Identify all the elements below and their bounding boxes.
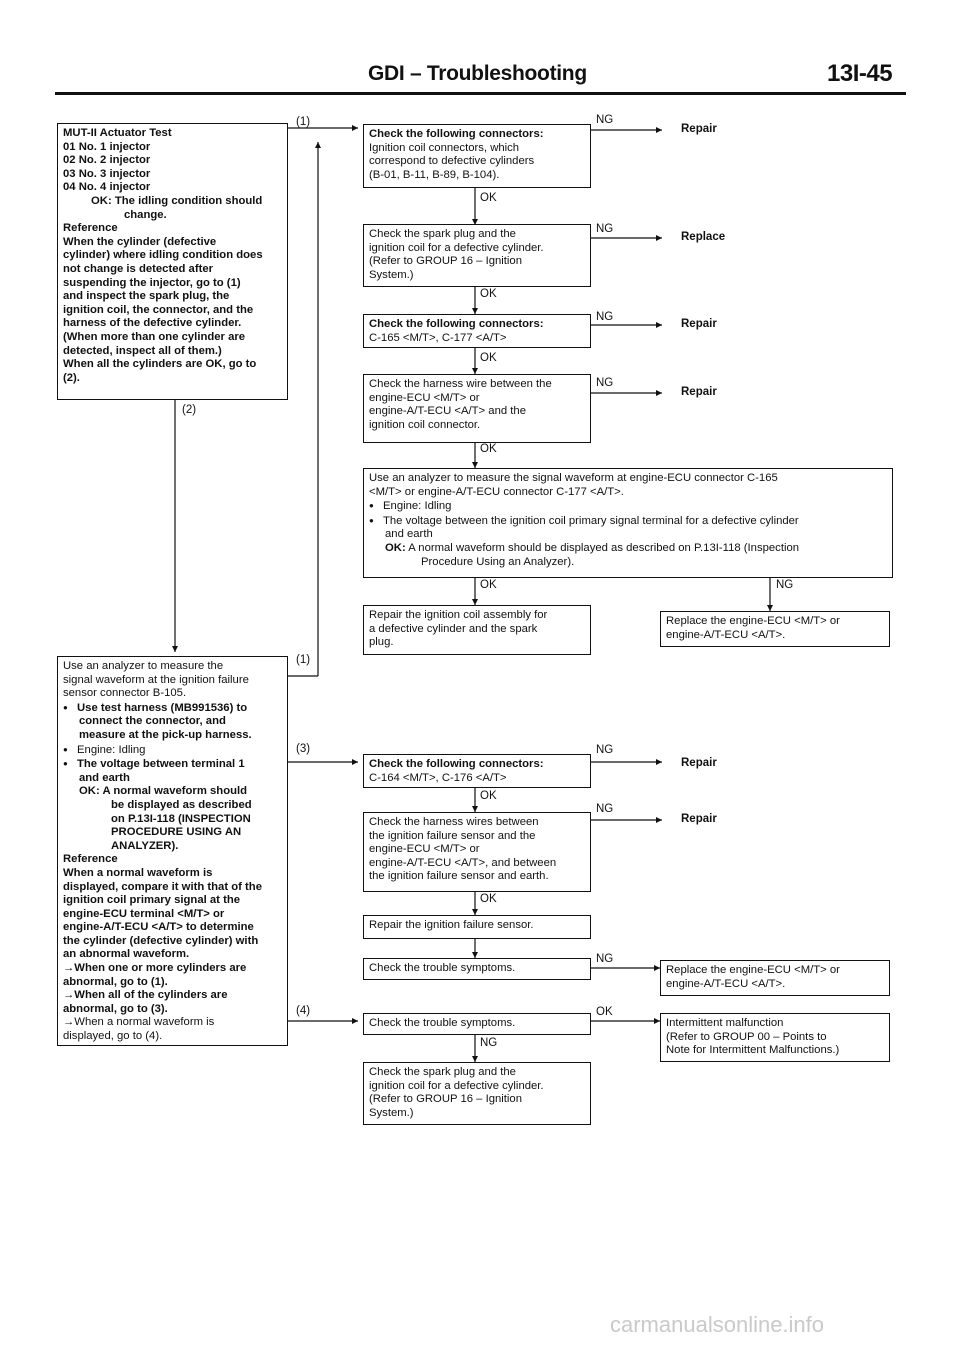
result-repair: Repair [681, 813, 717, 825]
box-line: Replace the engine-ECU <M/T> or [666, 615, 840, 627]
ok-label: OK [480, 192, 497, 204]
reference-line: cylinder) where idling condition does [63, 249, 263, 262]
actuator-item: 03 No. 3 injector [63, 167, 151, 180]
reference-line: the cylinder (defective cylinder) with [63, 934, 259, 947]
reference-line: displayed, compare it with that of the [63, 880, 262, 893]
ok-label: OK: [91, 194, 112, 207]
reference-line: (2). [63, 371, 80, 384]
check-ecu-connectors-box [363, 314, 591, 348]
ok-label: OK: [385, 541, 406, 554]
ng-label: NG [596, 377, 614, 389]
ng-label: NG [596, 223, 614, 235]
result-repair: Repair [681, 318, 717, 330]
check-trouble-symptoms-box-2 [363, 1013, 591, 1035]
box-line: Note for Intermittent Malfunctions.) [666, 1044, 840, 1057]
box-line: System.) [369, 268, 414, 281]
box-line: Check the harness wires between [369, 816, 539, 828]
ng-label: NG [596, 953, 614, 965]
check-harness-wire-box [363, 374, 591, 443]
reference-line: abnormal, go to (3). [63, 1002, 168, 1015]
box-line: ignition coil for a defective cylinder. [369, 241, 544, 254]
ok-text: PROCEDURE USING AN [111, 826, 242, 839]
reference-title: Reference [63, 853, 118, 866]
box-line: plug. [369, 636, 394, 649]
box-line: ignition coil connector. [369, 418, 481, 431]
ng-label: NG [776, 579, 794, 591]
ng-label: NG [480, 1037, 498, 1049]
bullet-item: ● Engine: Idling [63, 743, 282, 758]
box-line: Use an analyzer to measure the signal waveform at engine-ECU connector C-165 [369, 472, 778, 484]
result-repair: Repair [681, 757, 717, 769]
repair-coil-assembly-box [363, 605, 591, 655]
step-marker-4: (4) [296, 1005, 311, 1017]
page-title: GDI – Troubleshooting [368, 62, 587, 85]
reference-line: ignition coil, the connector, and the [63, 303, 254, 316]
reference-line: abnormal, go to (1). [63, 975, 168, 988]
ok-label: OK [480, 288, 497, 300]
ok-text: be displayed as described [111, 798, 252, 811]
check-sensor-harness-box [363, 812, 591, 892]
ok-label: OK [596, 1006, 613, 1018]
box-line: Check the spark plug and the [369, 1066, 516, 1078]
ng-label: NG [596, 114, 614, 126]
box-line: Check the spark plug and the [369, 228, 516, 240]
bullet-item: ● The voltage between terminal 1 [63, 757, 282, 772]
reference-line: engine-ECU terminal <M/T> or [63, 907, 225, 920]
box-line: Repair the ignition coil assembly for [369, 609, 548, 621]
box-line: (B-01, B-11, B-89, B-104). [369, 168, 500, 181]
box-line: Check the trouble symptoms. [369, 962, 516, 974]
box-line: the ignition failure sensor and the [369, 829, 536, 842]
box-title: Check the following connectors: [369, 758, 544, 770]
reference-line: When a normal waveform is [63, 866, 213, 879]
box-line: signal waveform at the ignition failure [63, 673, 249, 686]
intermittent-malfunction-box [660, 1013, 890, 1062]
ok-label: OK: [79, 785, 100, 798]
box-line: Check the harness wire between the [369, 378, 552, 390]
box-line: correspond to defective cylinders [369, 155, 535, 168]
box-line: C-165 <M/T>, C-177 <A/T> [369, 331, 507, 344]
ok-label: OK [480, 352, 497, 364]
bullet-continuation: and earth [79, 771, 130, 784]
reference-line: an abnormal waveform. [63, 948, 190, 961]
reference-line: harness of the defective cylinder. [63, 317, 242, 330]
check-coil-connectors-box [363, 124, 591, 188]
box-title: Check the following connectors: [369, 128, 544, 140]
box-line: engine-ECU <M/T> or [369, 391, 480, 404]
actuator-item: 02 No. 2 injector [63, 154, 151, 167]
ignition-failure-sensor-box [57, 656, 288, 1046]
step-marker-1: (1) [296, 654, 311, 666]
box-line: engine-ECU <M/T> or [369, 843, 480, 856]
analyzer-waveform-box [363, 468, 893, 578]
ok-label: OK [480, 579, 497, 591]
ng-label: NG [596, 744, 614, 756]
reference-line: engine-A/T-ECU <A/T> to determine [63, 921, 254, 934]
actuator-test-box [57, 123, 288, 400]
bullet-continuation: and earth [385, 528, 433, 541]
replace-ecu-box-2 [660, 960, 890, 996]
ok-criterion [369, 542, 887, 556]
actuator-item: 04 No. 4 injector [63, 181, 151, 194]
box-line: a defective cylinder and the spark [369, 622, 538, 635]
box-line: C-164 <M/T>, C-176 <A/T> [369, 771, 507, 784]
ok-text: A normal waveform should be displayed as described on P.13I-118 (Inspection [408, 541, 800, 554]
actuator-test-title: MUT-II Actuator Test [63, 127, 172, 139]
box-line: ignition coil for a defective cylinder. [369, 1079, 544, 1092]
ok-text: Procedure Using an Analyzer). [421, 555, 575, 568]
ng-label: NG [596, 803, 614, 815]
box-line: System.) [369, 1106, 414, 1119]
box-line: Repair the ignition failure sensor. [369, 919, 534, 931]
box-line: (Refer to GROUP 00 – Points to [666, 1030, 827, 1043]
watermark: carmanualsonline.info [610, 1312, 825, 1337]
box-line: Replace the engine-ECU <M/T> or [666, 964, 840, 976]
box-line: engine-A/T-ECU <A/T>. [666, 977, 786, 990]
bullet-continuation: measure at the pick-up harness. [79, 728, 252, 741]
box-line: engine-A/T-ECU <A/T>, and between [369, 856, 557, 869]
bullet-item: ● The voltage between the ignition coil primary signal terminal for a defective cylinder [369, 514, 887, 529]
result-replace: Replace [681, 231, 726, 243]
check-ecu-connectors-box-2 [363, 754, 591, 788]
box-title: Check the following connectors: [369, 318, 544, 330]
box-line: Use an analyzer to measure the [63, 660, 224, 672]
reference-line: not change is detected after [63, 262, 214, 275]
box-line: sensor connector B-105. [63, 687, 187, 700]
check-spark-plug-box [363, 224, 591, 287]
bullet-item: ● Engine: Idling [369, 499, 887, 514]
ok-label: OK [480, 443, 497, 455]
box-line: (Refer to GROUP 16 – Ignition [369, 255, 522, 268]
result-repair: Repair [681, 123, 717, 135]
box-line: the ignition failure sensor and earth. [369, 870, 549, 883]
ok-criterion [63, 785, 282, 799]
repair-sensor-box [363, 915, 591, 939]
reference-line: When the cylinder (defective [63, 235, 217, 248]
reference-line: ignition coil primary signal at the [63, 894, 241, 907]
reference-line: →When a normal waveform is [63, 1016, 215, 1029]
ok-label: OK [480, 790, 497, 802]
box-line: Intermittent malfunction [666, 1017, 784, 1029]
actuator-item: 01 No. 1 injector [63, 140, 151, 153]
ok-criterion [63, 195, 282, 209]
box-line: Ignition coil connectors, which [369, 141, 520, 154]
reference-line: suspending the injector, go to (1) [63, 276, 241, 289]
ok-text: The idling condition should [114, 194, 263, 207]
reference-line: displayed, go to (4). [63, 1030, 163, 1043]
reference-line: →When one or more cylinders are [63, 962, 247, 975]
box-line: <M/T> or engine-A/T-ECU connector C-177 <A/T>. [369, 485, 624, 498]
box-line: (Refer to GROUP 16 – Ignition [369, 1093, 522, 1106]
reference-line: →When all of the cylinders are [63, 989, 228, 1002]
page-number: 13I-45 [827, 60, 893, 87]
ok-text: ANALYZER). [111, 839, 179, 852]
ok-label: OK [480, 893, 497, 905]
replace-ecu-box-1 [660, 611, 890, 647]
ok-text: on P.13I-118 (INSPECTION [111, 812, 251, 825]
reference-line: (When more than one cylinder are [63, 330, 246, 343]
ok-text: A normal waveform should [102, 785, 248, 798]
ng-label: NG [596, 311, 614, 323]
check-spark-plug-box-2 [363, 1062, 591, 1125]
bullet-continuation: connect the connector, and [79, 715, 226, 728]
reference-line: When all the cylinders are OK, go to [63, 358, 257, 371]
step-marker-1: (1) [296, 116, 311, 128]
ok-text: change. [124, 208, 167, 221]
box-line: engine-A/T-ECU <A/T> and the [369, 405, 526, 418]
box-line: engine-A/T-ECU <A/T>. [666, 628, 786, 641]
result-repair: Repair [681, 386, 717, 398]
step-marker-2: (2) [182, 404, 197, 416]
check-trouble-symptoms-box-1 [363, 958, 591, 980]
reference-line: detected, inspect all of them.) [63, 344, 222, 357]
reference-title: Reference [63, 222, 118, 235]
reference-line: and inspect the spark plug, the [63, 290, 230, 303]
bullet-item: ● Use test harness (MB991536) to [63, 701, 282, 716]
step-marker-3: (3) [296, 743, 311, 755]
box-line: Check the trouble symptoms. [369, 1017, 516, 1029]
